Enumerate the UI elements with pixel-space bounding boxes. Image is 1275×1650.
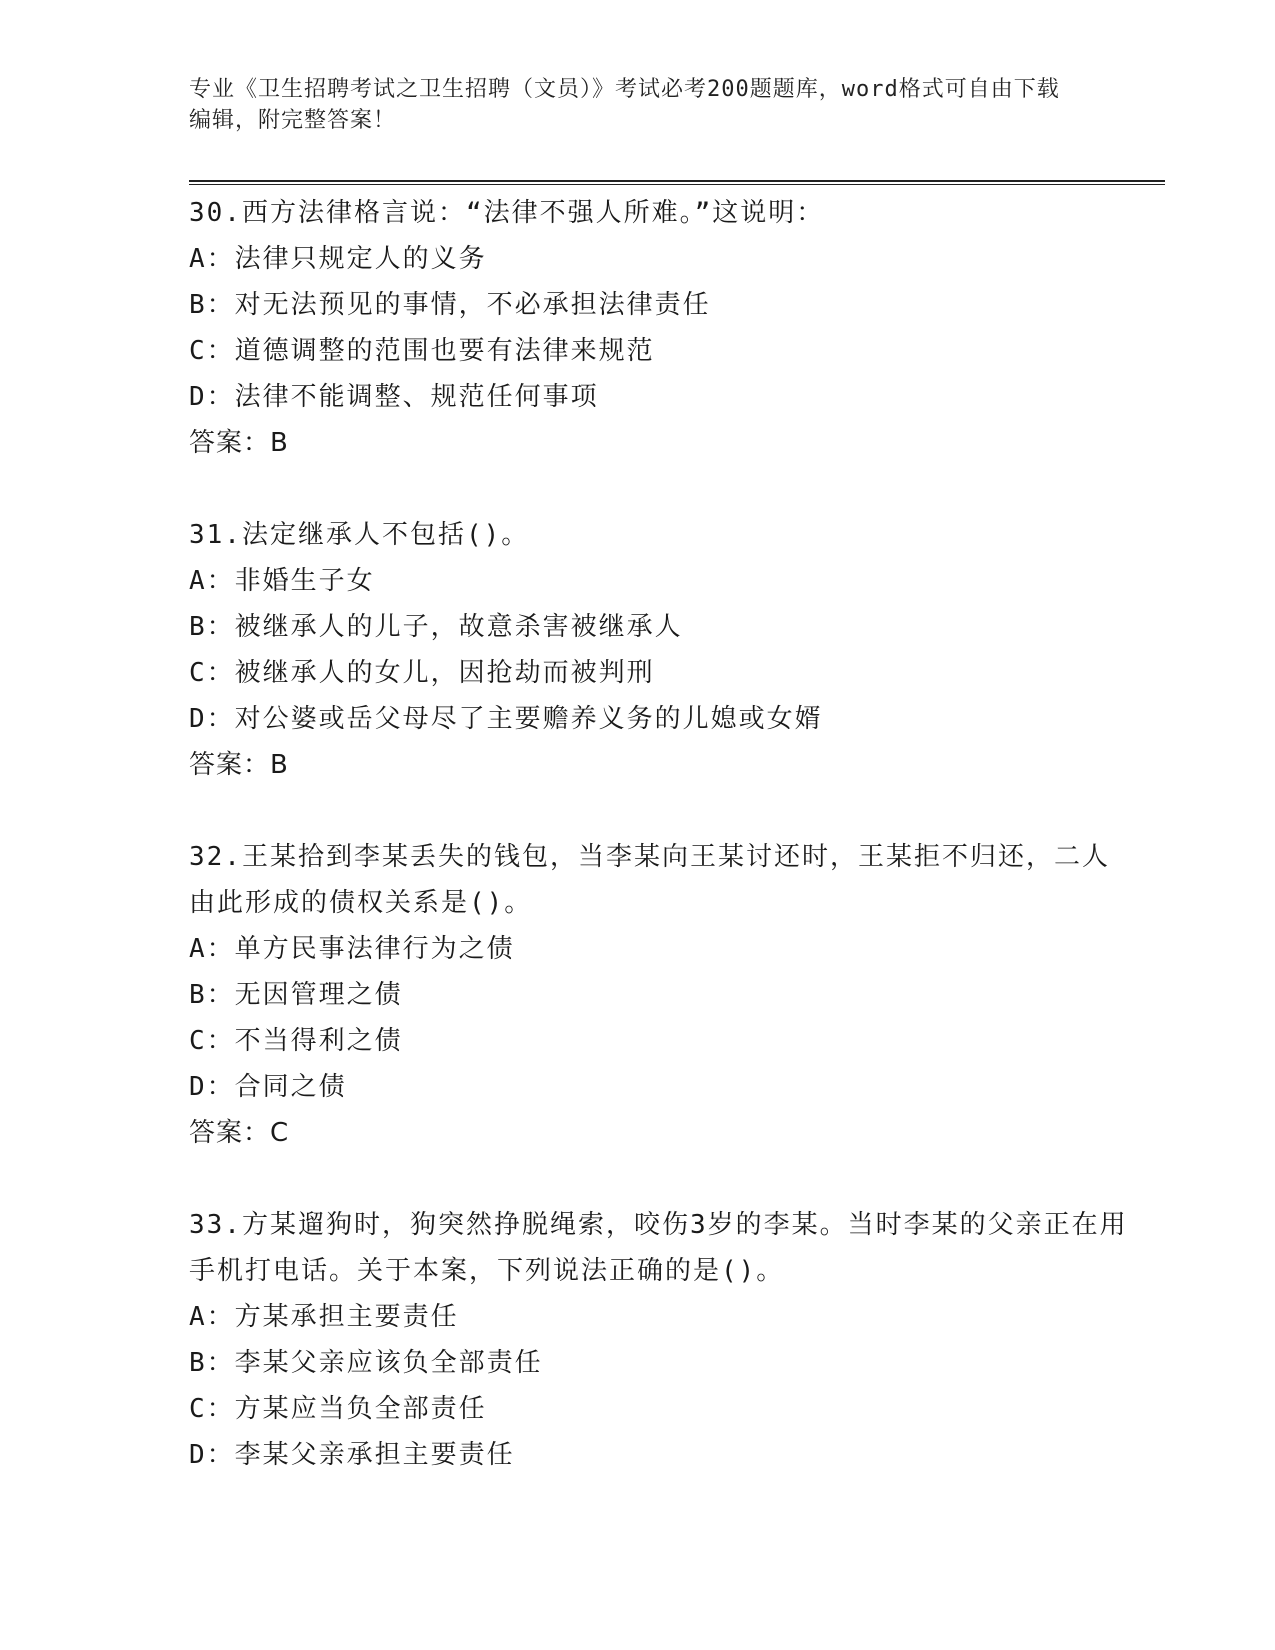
answer-line: 答案：B bbox=[189, 750, 289, 780]
option-d: D：对公婆或岳父母尽了主要赡养义务的儿媳或女婿 bbox=[189, 704, 823, 734]
question-stem: 31.法定继承人不包括()。 bbox=[189, 520, 530, 550]
option-a: A：单方民事法律行为之债 bbox=[189, 934, 515, 964]
question-32 bbox=[189, 834, 1129, 1156]
question-list bbox=[189, 190, 1129, 1524]
option-c: C：方某应当负全部责任 bbox=[189, 1394, 487, 1424]
option-b: B：被继承人的儿子，故意杀害被继承人 bbox=[189, 612, 683, 642]
question-30 bbox=[189, 190, 1129, 466]
answer-line: 答案：B bbox=[189, 428, 289, 458]
option-a: A：法律只规定人的义务 bbox=[189, 244, 487, 274]
header-divider-thin bbox=[189, 184, 1165, 185]
question-31 bbox=[189, 512, 1129, 788]
option-b: B：对无法预见的事情，不必承担法律责任 bbox=[189, 290, 711, 320]
question-33 bbox=[189, 1202, 1129, 1478]
header-divider-thick bbox=[189, 180, 1165, 182]
option-d: D：李某父亲承担主要责任 bbox=[189, 1440, 515, 1470]
option-d: D：法律不能调整、规范任何事项 bbox=[189, 382, 599, 412]
document-header: 专业《卫生招聘考试之卫生招聘（文员）》考试必考200题题库，word格式可自由下载编辑，附完整答案！ bbox=[189, 77, 1060, 133]
option-d: D：合同之债 bbox=[189, 1072, 347, 1102]
option-c: C：被继承人的女儿，因抢劫而被判刑 bbox=[189, 658, 655, 688]
question-stem: 30.西方法律格言说：“法律不强人所难。”这说明： bbox=[189, 198, 825, 228]
option-c: C：不当得利之债 bbox=[189, 1026, 403, 1056]
option-b: B：李某父亲应该负全部责任 bbox=[189, 1348, 543, 1378]
question-stem: 33.方某遛狗时，狗突然挣脱绳索，咬伤3岁的李某。当时李某的父亲正在用手机打电话。关于本案，下列说法正确的是()。 bbox=[189, 1210, 1128, 1286]
option-b: B：无因管理之债 bbox=[189, 980, 403, 1010]
question-stem: 32.王某拾到李某丢失的钱包，当李某向王某讨还时，王某拒不归还，二人由此形成的债权关系是()。 bbox=[189, 842, 1110, 918]
answer-line: 答案：C bbox=[189, 1118, 290, 1148]
option-c: C：道德调整的范围也要有法律来规范 bbox=[189, 336, 655, 366]
option-a: A：方某承担主要责任 bbox=[189, 1302, 459, 1332]
option-a: A：非婚生子女 bbox=[189, 566, 375, 596]
